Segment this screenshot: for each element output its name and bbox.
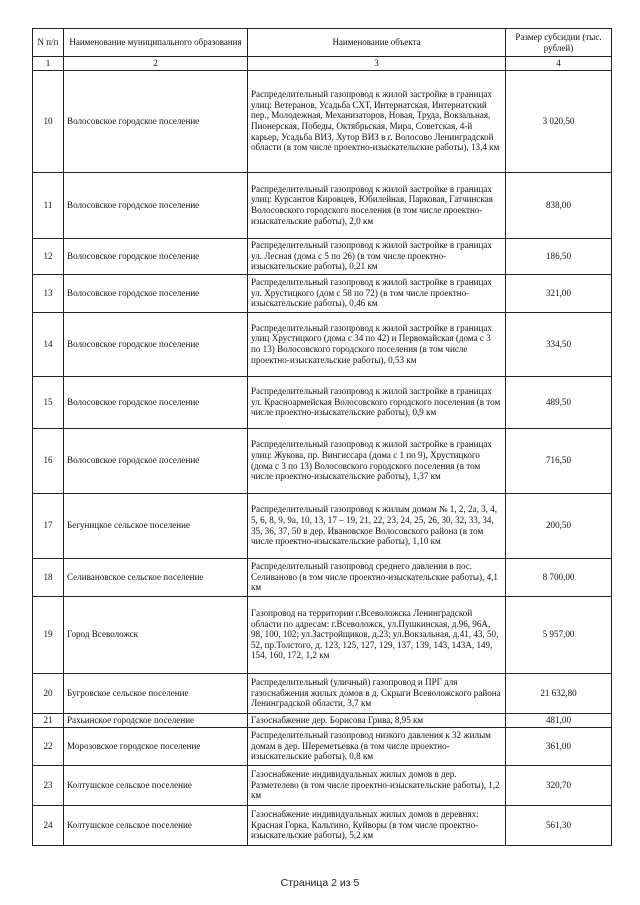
row-municipality: Город Всеволожск [64, 596, 248, 673]
row-number: 12 [33, 238, 64, 274]
row-object: Газопровод на территории г.Всеволожска Ленинградской области по адресам: г.Всеволожск, ул.Пушкинская, д.96, 96А, 98, 100, 102; ул.Застройщиков, д.23; ул.Вокзальная, д.41, 43, 50, 52, пр.Толстого, д. 123, 125, 127, 129, 137, 139, 143, 143А, 149, 154, 160, 172, 1,2 км [248, 596, 506, 673]
row-municipality: Колтушское сельское поселение [64, 805, 248, 845]
header-num: N п/п [33, 29, 64, 57]
row-municipality: Волосовское городское поселение [64, 172, 248, 238]
row-object: Газоснабжение индивидуальных жилых домов в деревнях: Красная Горка, Кальтино, Куйворы (в том числе проектно-изыскательские работы), 5,2 км [248, 805, 506, 845]
row-subsidy: 321,00 [506, 274, 612, 312]
row-object: Распределительный газопровод к жилой застройке в границах улиц: Курсантов Кировцев, Юбилейная, Парковая, Гатчинская Волосовского городского поселения (в том числе проектно-изыскательские работы), 2,0 км [248, 172, 506, 238]
page-number: Страница 2 из 5 [280, 877, 360, 889]
row-municipality: Селивановское сельское поселение [64, 558, 248, 596]
row-municipality: Волосовское городское поселение [64, 376, 248, 428]
row-number: 24 [33, 805, 64, 845]
table-row [33, 596, 612, 673]
row-object: Распределительный газопровод к жилым домам № 1, 2, 2а, 3, 4, 5, 6, 8, 9, 9а, 10, 13, 17 – 19, 21, 22, 23, 24, 25, 26, 30, 32, 33, 34, 35, 36, 37, 50 в дер. Ивановское Волосовского района (в том числе проектно-изыскательские работы), 1,10 км [248, 493, 506, 558]
row-subsidy: 489,50 [506, 376, 612, 428]
column-number: 1 [33, 57, 64, 71]
row-number: 10 [33, 70, 64, 172]
table-body [33, 70, 612, 845]
row-number: 15 [33, 376, 64, 428]
header-object: Наименование объекта [248, 29, 506, 57]
table-row [33, 70, 612, 172]
row-number: 16 [33, 428, 64, 493]
row-subsidy: 838,00 [506, 172, 612, 238]
header-municipality: Наименование муниципального образования [64, 29, 248, 57]
row-municipality: Рахьинское городское поселение [64, 713, 248, 727]
row-object: Распределительный газопровод к жилой застройке в границах улиц: Ветеранов, Усадьба СХТ, Интернатская, Интернатский пер., Молодежная, Механизаторов, Новая, Труда, Вокзальная, Пионерская, Победы, Октябрьская, Мира, Советская, 4-й карьер, Усадьба ВИЗ, Хутор ВИЗ в г. Волосово Ленинградской области (в том числе проектно-изыскательские работы), 13,4 км [248, 70, 506, 172]
row-subsidy: 334,50 [506, 312, 612, 376]
row-subsidy: 561,30 [506, 805, 612, 845]
row-municipality: Волосовское городское поселение [64, 312, 248, 376]
row-municipality: Бугровское сельское поселение [64, 673, 248, 713]
row-municipality: Волосовское городское поселение [64, 70, 248, 172]
table-row [33, 713, 612, 727]
row-number: 11 [33, 172, 64, 238]
row-object: Газоснабжение индивидуальных жилых домов в дер. Разметелево (в том числе проектно-изыскательские работы), 1,2 км [248, 765, 506, 805]
row-subsidy: 3 020,50 [506, 70, 612, 172]
table-row [33, 558, 612, 596]
row-subsidy: 481,00 [506, 713, 612, 727]
row-number: 21 [33, 713, 64, 727]
row-number: 14 [33, 312, 64, 376]
row-municipality: Бегуницкое сельское поселение [64, 493, 248, 558]
table-row [33, 312, 612, 376]
table-row [33, 727, 612, 765]
row-object: Распределительный газопровод к жилой застройке в границах улиц: Жукова, пр. Вингиссара (дома с 1 по 9), Хрустицкого (дома с 3 по 13) Волосовского городского поселения (в том числе проектно-изыскательские работы), 1,37 км [248, 428, 506, 493]
column-number: 4 [506, 57, 612, 71]
row-number: 20 [33, 673, 64, 713]
row-object: Распределительный газопровод среднего давления в пос. Селиваново (в том числе проектно-изыскательские работы), 4,1 км [248, 558, 506, 596]
row-object: Распределительный газопровод к жилой застройке в границах ул. Лесная (дома с 5 по 26) (в том числе проектно-изыскательские работы), 0,21 км [248, 238, 506, 274]
row-number: 19 [33, 596, 64, 673]
header-row [33, 29, 612, 57]
row-object: Распределительный газопровод к жилой застройке в границах ул. Хрустицкого (дом с 58 по 72) (в том числе проектно-изыскательские работы), 0,46 км [248, 274, 506, 312]
row-municipality: Волосовское городское поселение [64, 238, 248, 274]
table-row [33, 172, 612, 238]
row-municipality: Волосовское городское поселение [64, 428, 248, 493]
column-number-row [33, 57, 612, 71]
row-subsidy: 361,00 [506, 727, 612, 765]
table-row [33, 673, 612, 713]
row-object: Распределительный газопровод низкого давления к 32 жилым домам в дер. Шереметьевка (в том числе проектно-изыскательские работы), 0,8 км [248, 727, 506, 765]
row-municipality: Колтушское сельское поселение [64, 765, 248, 805]
subsidy-table [32, 28, 612, 846]
row-subsidy: 320,70 [506, 765, 612, 805]
row-number: 22 [33, 727, 64, 765]
column-number: 2 [64, 57, 248, 71]
row-municipality: Морозовское городское поселение [64, 727, 248, 765]
row-object: Распределительный газопровод к жилой застройке в границах ул. Красноармейская Волосовского городского поселения (в том числе проектно-изыскательские работы), 0,9 км [248, 376, 506, 428]
row-number: 18 [33, 558, 64, 596]
table-row [33, 805, 612, 845]
row-subsidy: 5 957,00 [506, 596, 612, 673]
table-row [33, 493, 612, 558]
header-subsidy: Размер субсидии (тыс. рублей) [506, 29, 612, 57]
row-subsidy: 186,50 [506, 238, 612, 274]
row-subsidy: 8 700,00 [506, 558, 612, 596]
table-row [33, 274, 612, 312]
row-municipality: Волосовское городское поселение [64, 274, 248, 312]
row-object: Распределительный газопровод к жилой застройке в границах улиц Хрустицкого (дома с 34 по 42) и Первомайская (дома с 3 по 13) Волосовского городского поселения (в том числе проектно-изыскательские работы), 0,53 км [248, 312, 506, 376]
table-row [33, 238, 612, 274]
row-subsidy: 21 632,80 [506, 673, 612, 713]
row-subsidy: 716,50 [506, 428, 612, 493]
row-number: 17 [33, 493, 64, 558]
table-row [33, 376, 612, 428]
row-number: 13 [33, 274, 64, 312]
table-row [33, 765, 612, 805]
row-subsidy: 200,50 [506, 493, 612, 558]
table-row [33, 428, 612, 493]
row-object: Распределительный (уличный) газопровод и ПРГ для газоснабжения жилых домов в д. Скрыги Всеволожского района Ленинградской области, 3,7 км [248, 673, 506, 713]
row-object: Газоснабжение дер. Борисова Грива, 8,95 км [248, 713, 506, 727]
table-header [33, 29, 612, 71]
row-number: 23 [33, 765, 64, 805]
column-number: 3 [248, 57, 506, 71]
